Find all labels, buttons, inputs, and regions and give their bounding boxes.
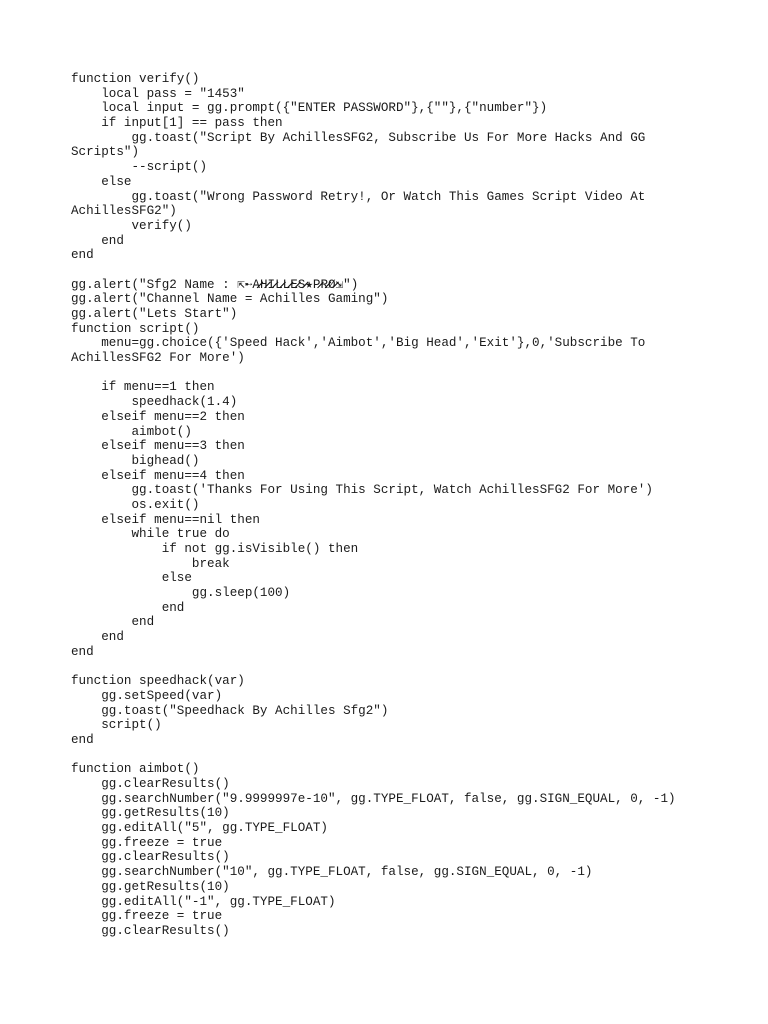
code-line: verify() bbox=[71, 218, 192, 233]
code-line: gg.sleep(100) bbox=[71, 586, 291, 601]
code-line: AchillesSFG2 For More') bbox=[71, 351, 245, 366]
code-line: AchillesSFG2") bbox=[71, 204, 177, 219]
code-line: aimbot() bbox=[71, 424, 192, 439]
code-line: gg.editAll("5", gg.TYPE_FLOAT) bbox=[71, 821, 328, 836]
code-line: gg.clearResults() bbox=[71, 777, 230, 791]
code-line: function speedhack(var) bbox=[71, 674, 245, 689]
code-line: gg.toast("Wrong Password Retry!, Or Watch This Games Script Video At bbox=[71, 189, 646, 204]
code-line bbox=[71, 263, 751, 278]
code-line: gg.freeze = true bbox=[71, 909, 223, 924]
code-line: gg.editAll("-1", gg.TYPE_FLOAT) bbox=[71, 894, 336, 909]
code-line: gg.alert("Sfg2 Name : ⇱➸Α̷̷̷̷Η̷̷̷̷Ι̷̷̷̷L̷̷̷̷L̷̷̷̷E̷̷̷̷S̷̷̷̷★Ρ̷̷̷̷R̷̷̷̷Ø̷̷̷̷⇲") bbox=[71, 277, 359, 292]
code-line: end bbox=[71, 248, 94, 263]
code-line: script() bbox=[71, 718, 162, 733]
code-line: break bbox=[71, 556, 230, 571]
code-line: elseif menu==2 then bbox=[71, 409, 245, 424]
code-line: gg.searchNumber("9.9999997e-10", gg.TYPE_FLOAT, false, gg.SIGN_EQUAL, 0, -1) bbox=[71, 791, 676, 806]
code-line bbox=[71, 748, 751, 763]
code-line: function verify() bbox=[71, 72, 200, 86]
code-line: menu=gg.choice({'Speed Hack','Aimbot','Big Head','Exit'},0,'Subscribe To bbox=[71, 336, 646, 351]
code-line: Scripts") bbox=[71, 145, 140, 160]
code-line: os.exit() bbox=[71, 497, 200, 512]
code-line: end bbox=[71, 732, 94, 747]
code-line: gg.freeze = true bbox=[71, 835, 223, 850]
code-line: gg.toast("Script By AchillesSFG2, Subscribe Us For More Hacks And GG bbox=[71, 130, 646, 145]
code-line: if input[1] == pass then bbox=[71, 116, 283, 131]
code-line: local input = gg.prompt({"ENTER PASSWORD"},{""},{"number"}) bbox=[71, 101, 548, 116]
code-line: gg.clearResults() bbox=[71, 923, 230, 938]
code-line: --script() bbox=[71, 160, 208, 175]
code-line: end bbox=[71, 600, 185, 615]
code-listing bbox=[71, 72, 751, 939]
code-line: bighead() bbox=[71, 453, 200, 468]
code-line: elseif menu==4 then bbox=[71, 468, 245, 483]
code-line: gg.searchNumber("10", gg.TYPE_FLOAT, false, gg.SIGN_EQUAL, 0, -1) bbox=[71, 865, 593, 880]
code-line: gg.alert("Channel Name = Achilles Gaming") bbox=[71, 292, 389, 307]
code-line: gg.clearResults() bbox=[71, 850, 230, 865]
code-line: gg.getResults(10) bbox=[71, 806, 230, 821]
code-line: elseif menu==nil then bbox=[71, 512, 260, 527]
code-line: gg.alert("Lets Start") bbox=[71, 307, 238, 321]
code-line: gg.setSpeed(var) bbox=[71, 688, 223, 703]
code-line: gg.getResults(10) bbox=[71, 879, 230, 894]
code-line: else bbox=[71, 174, 132, 189]
code-line: end bbox=[71, 630, 124, 645]
code-line: function aimbot() bbox=[71, 762, 200, 777]
code-line: elseif menu==3 then bbox=[71, 439, 245, 454]
code-line: speedhack(1.4) bbox=[71, 395, 238, 410]
code-line: end bbox=[71, 615, 155, 630]
code-line: if not gg.isVisible() then bbox=[71, 542, 359, 556]
code-line: gg.toast("Speedhack By Achilles Sfg2") bbox=[71, 703, 389, 718]
code-line bbox=[71, 366, 751, 381]
code-line: gg.toast('Thanks For Using This Script, Watch AchillesSFG2 For More') bbox=[71, 483, 653, 498]
code-line: end bbox=[71, 644, 94, 659]
code-line: local pass = "1453" bbox=[71, 86, 245, 101]
code-line: function script() bbox=[71, 321, 200, 336]
code-line: while true do bbox=[71, 527, 230, 542]
code-line: end bbox=[71, 233, 124, 248]
code-line bbox=[71, 660, 751, 675]
code-line: else bbox=[71, 571, 192, 586]
code-line: if menu==1 then bbox=[71, 380, 215, 395]
